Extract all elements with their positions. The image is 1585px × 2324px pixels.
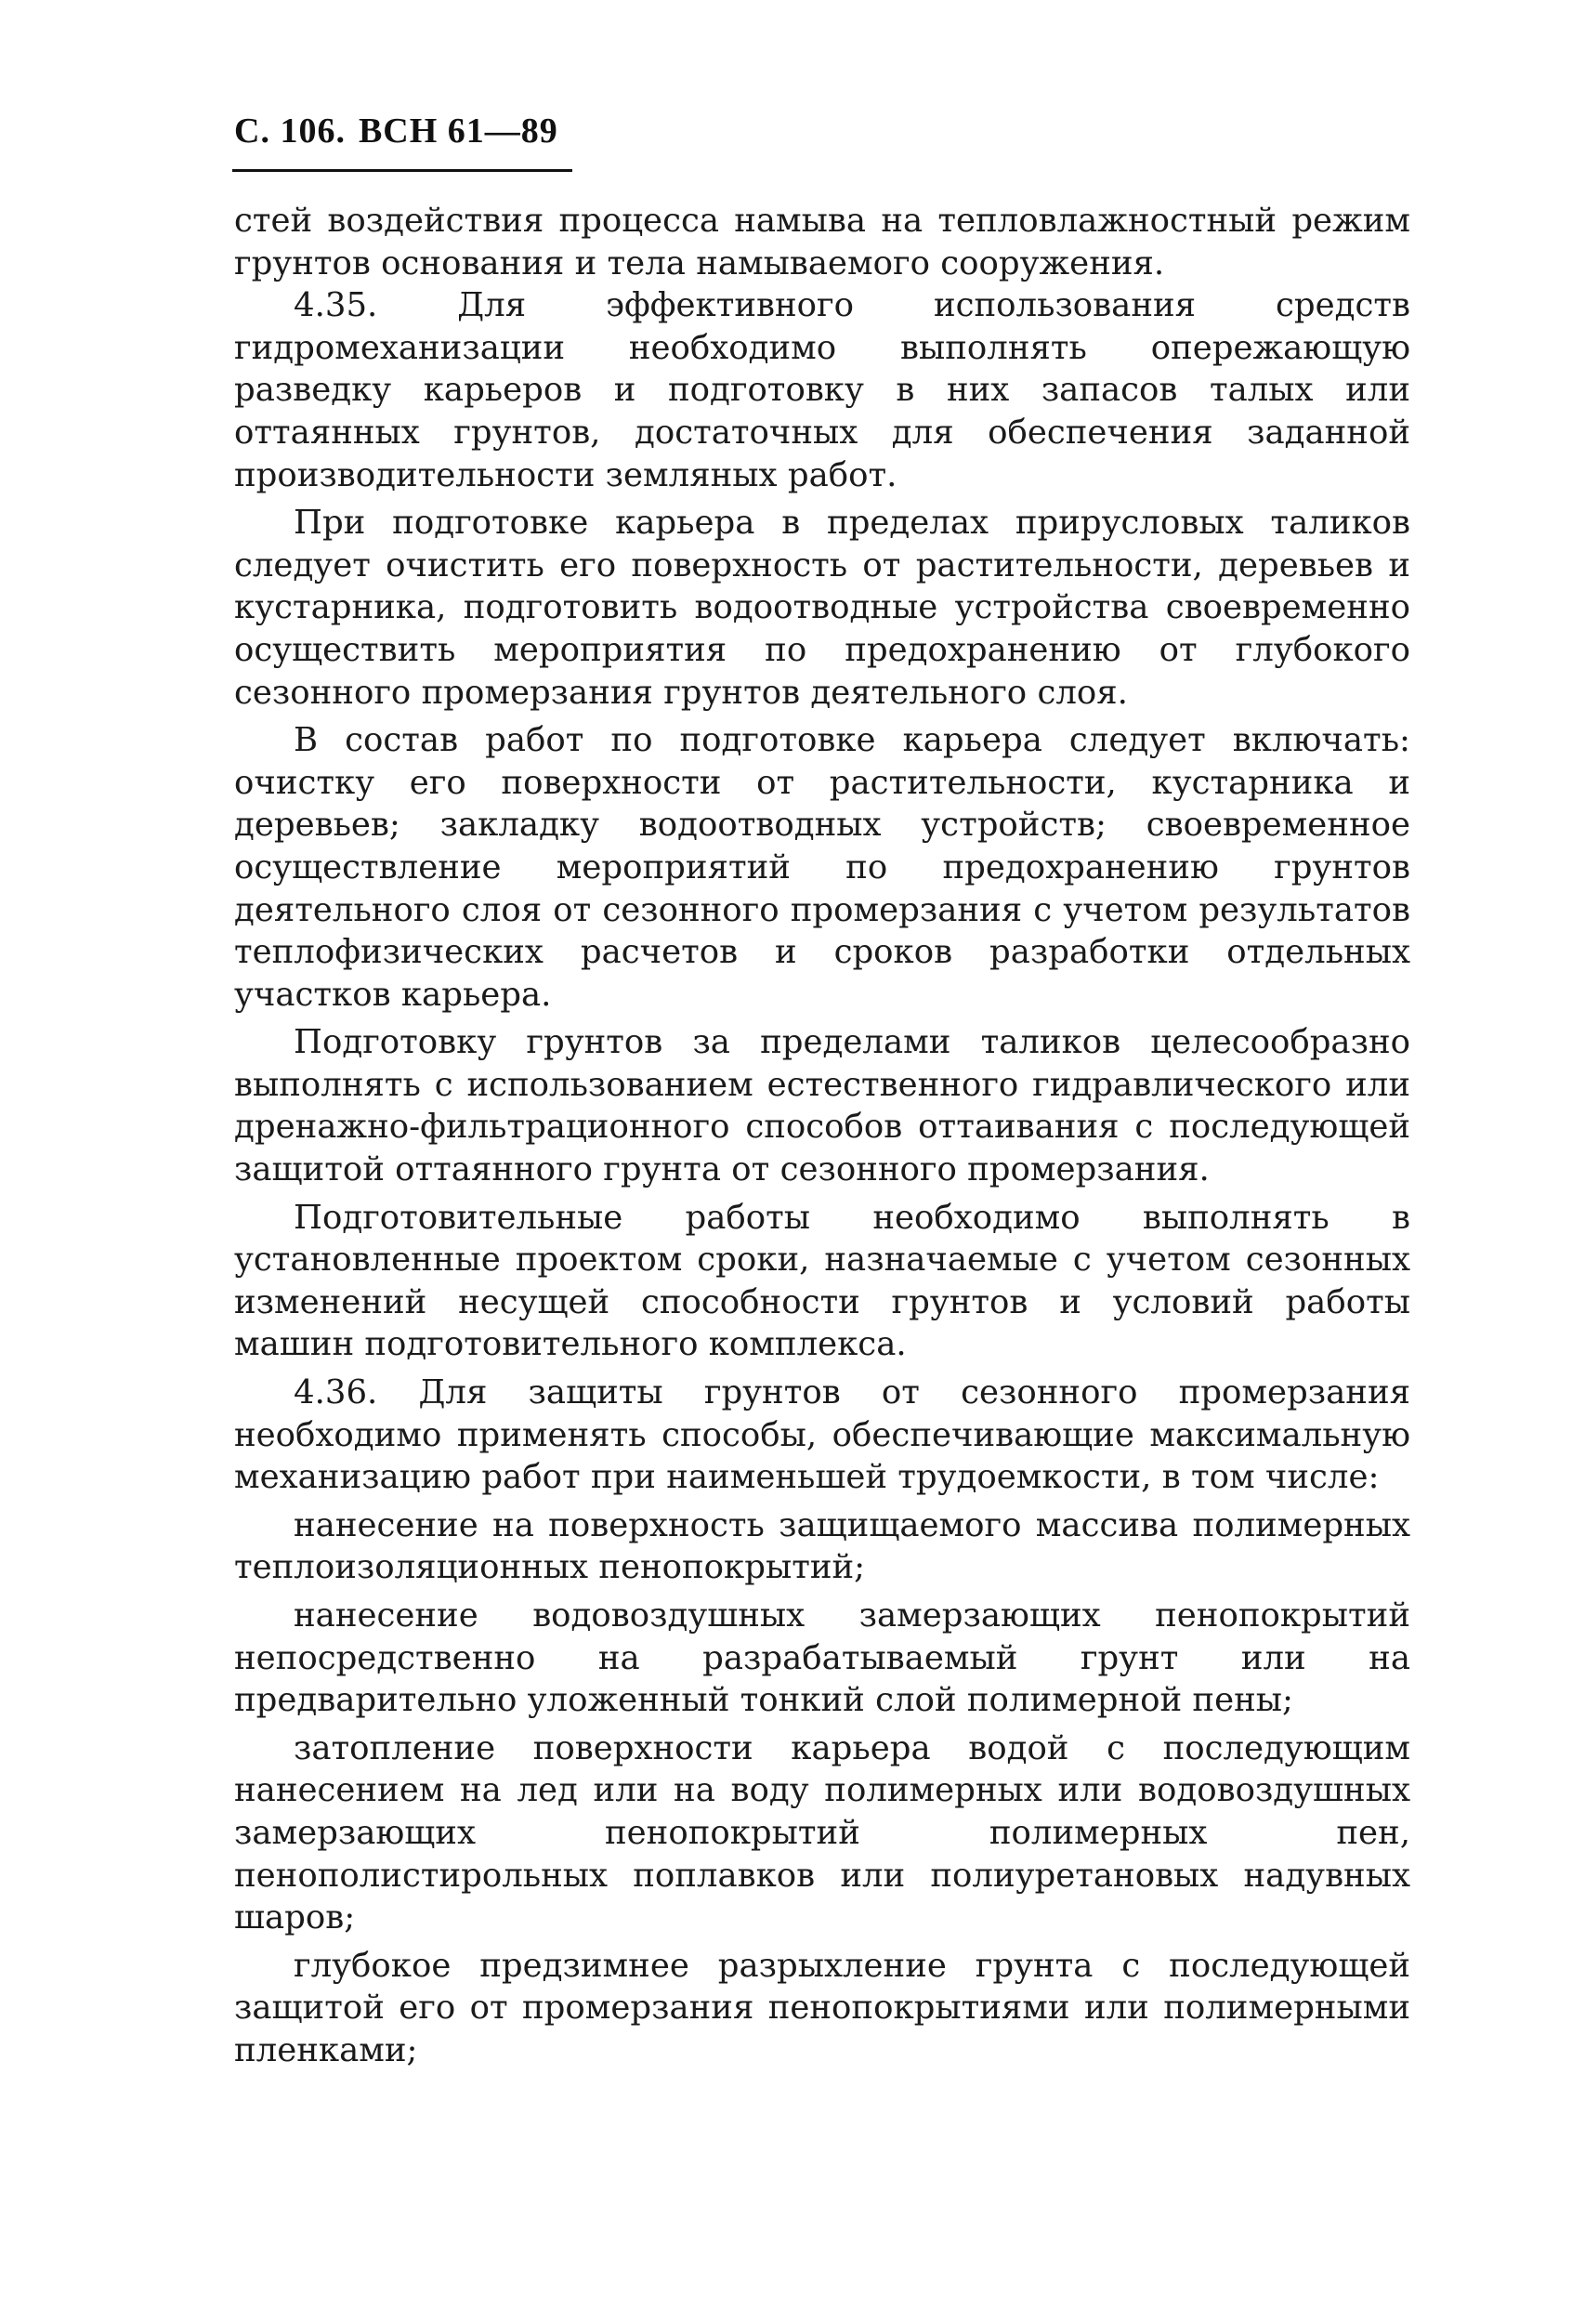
list-item-polymer-foam: нанесение на поверхность защищаемого массива полимерных теплоизоляционных пенопокрытий; [234,1505,1410,1587]
paragraph-soil-preparation: Подготовку грунтов за пределами таликов целесообразно выполнять с использованием естественного гидравлического или дренажно-фильтрационного способов оттаивания с последующей защитой оттаянного грунта от сезонного промерзания. [234,1023,1410,1189]
list-item-deep-loosening: глубокое предзимнее разрыхление грунта с последующей защитой его от промерзания пенопокрытиями или полимерными пленками; [234,1946,1410,2069]
list-item-water-air-foam: нанесение водовоздушных замерзающих пенопокрытий непосредственно на разрабатываемый грунт или на предварительно уложенный тонкий слой полимерной пены; [234,1596,1410,1720]
paragraph-quarry-works: В состав работ по подготовке карьера следует включать: очистку его поверхности от растительности, кустарника и деревьев; закладку водоотводных устройств; своевременное осуществление мероприятий по предохранению грунтов деятельного слоя от сезонного промерзания с учетом результатов теплофизических расчетов и сроков разработки отдельных участков карьера. [234,721,1410,1014]
list-item-flooding: затопление поверхности карьера водой с последующим нанесением на лед или на воду полимерных или водовоздушных замерзающих пенопокрытий полимерных пен, пенополистирольных поплавков или полиуретановых надувных шаров; [234,1728,1410,1937]
paragraph-4-35: 4.35. Для эффективного использования средств гидромеханизации необходимо выполнять опережающую разведку карьеров и подготовку в них запасов талых или оттаянных грунтов, достаточных для обеспечения заданной производительности земляных работ. [234,286,1410,494]
paragraph-continuation: стей воздействия процесса намыва на тепловлажностный режим грунтов основания и тела намываемого сооружения. [234,202,1410,282]
document-code: ВСН 61—89 [358,112,558,151]
page-number: С. 106. [234,112,346,151]
document-body [234,200,1410,2072]
header-underline [232,169,572,172]
page-header [234,113,571,149]
paragraph-talik-preparation: При подготовке карьера в пределах прирусловых таликов следует очистить его поверхность от растительности, деревьев и кустарника, подготовить водоотводные устройства своевременно осуществить мероприятия по предохранению от глубокого сезонного промерзания грунтов деятельного слоя. [234,504,1410,712]
paragraph-4-36: 4.36. Для защиты грунтов от сезонного промерзания необходимо применять способы, обеспечивающие максимальную механизацию работ при наименьшей трудоемкости, в том числе: [234,1373,1410,1497]
paragraph-preparatory-works: Подготовительные работы необходимо выполнять в установленные проектом сроки, назначаемые с учетом сезонных изменений несущей способности грунтов и условий работы машин подготовительного комплекса. [234,1198,1410,1364]
